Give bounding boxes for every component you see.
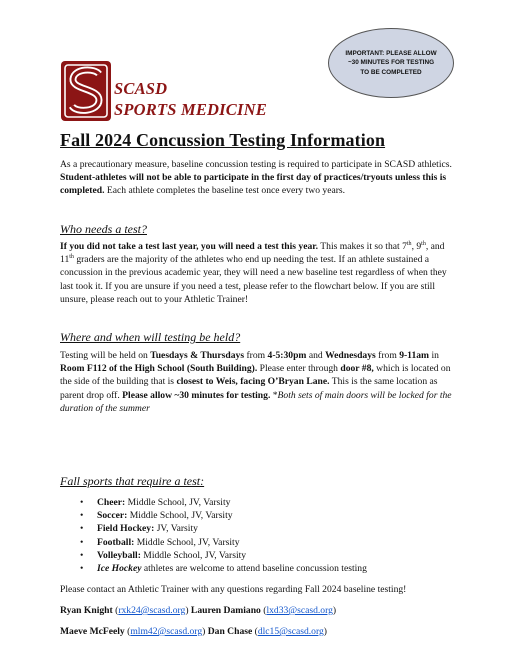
where-text: Testing will be held on (60, 350, 151, 361)
brand-name (114, 78, 267, 120)
sport-levels: athletes are welcome to attend baseline concussion testing (141, 563, 367, 575)
sport-name: Ice Hockey (97, 563, 142, 575)
where-text: in (429, 350, 439, 361)
where-bold: Room F112 of the High School (South Building). (60, 363, 258, 375)
where-text: which is located on the side of the building that is (60, 363, 451, 388)
ordinal-suffix: th (69, 254, 74, 261)
who-text-2: , 9 (411, 241, 422, 252)
where-text: This is the same location as parent drop off. (60, 376, 438, 401)
sport-levels: JV, Varsity (154, 523, 198, 535)
trainer-email-link[interactable]: dlc15@scasd.org (257, 626, 324, 637)
where-text: from (244, 350, 268, 361)
ordinal-suffix: th (421, 240, 426, 247)
list-item (60, 536, 460, 549)
trainer-email-link[interactable]: rxk24@scasd.org (118, 605, 186, 616)
intro-text-2: Each athlete completes the baseline test once every two years. (104, 185, 346, 197)
sport-levels: Middle School, JV, Varsity (125, 497, 231, 508)
where-text: and (306, 350, 326, 361)
sport-name: Volleyball: (97, 549, 141, 561)
where-italic-note: Both sets of main doors will be locked for the duration of the summer (60, 389, 452, 414)
where-bold: Wednesdays (325, 350, 376, 361)
contact-note: Please contact an Athletic Trainer with any questions regarding Fall 2024 baseline testing! (60, 584, 407, 595)
fall-sports-heading: Fall sports that require a test: (60, 474, 205, 488)
list-item (60, 522, 460, 535)
who-needs-test-paragraph (60, 240, 460, 306)
who-text-4: graders are the majority of the athletes who end up needing the test. If an athlete sustained a concussion in the previous academic year, they will need a new baseline test regardless of when they last took it. If you are unsure if you need a test, please refer to the flowchart below. If you are still unsure, please reach out to your Athletic Trainer! (60, 254, 447, 305)
intro-paragraph (60, 158, 460, 198)
brand-line-2: SPORTS MEDICINE (114, 100, 267, 119)
sport-name: Football: (97, 536, 135, 548)
trainer-email-link[interactable]: lxd33@scasd.org (266, 605, 333, 616)
who-bold-statement: If you did not take a test last year, you will need a test this year. (60, 241, 319, 252)
sport-levels: Middle School, JV, Varsity (127, 510, 233, 522)
who-needs-test-heading: Who needs a test? (60, 222, 147, 236)
intro-text-1: As a precautionary measure, baseline concussion testing is required to participate in SCASD athletics. (60, 159, 452, 170)
list-item (60, 509, 460, 522)
trainer-name: Dan Chase (207, 626, 253, 637)
contact-row-2: Maeve McFeely (mlm42@scasd.org) Dan Chase (dlc15@scasd.org) (60, 626, 327, 637)
brand-line-1: SCASD (114, 79, 168, 98)
sport-name: Soccer: (97, 510, 128, 522)
trainer-name: Lauren Damiano (190, 605, 261, 616)
contact-row-1: Ryan Knight (rxk24@scasd.org) Lauren Damiano (lxd33@scasd.org) (60, 605, 337, 616)
where-bold: 4-5:30pm (267, 350, 307, 361)
important-notice-text: IMPORTANT: PLEASE ALLOW ~30 MINUTES FOR TESTING TO BE COMPLETED (345, 49, 437, 76)
sport-name: Field Hockey: (97, 523, 155, 535)
where-text: from (375, 350, 400, 361)
where-bold: door #8, (340, 363, 374, 375)
ordinal-suffix: th (406, 240, 412, 247)
where-when-paragraph (60, 349, 460, 415)
sport-levels: Middle School, JV, Varsity (140, 549, 247, 561)
intro-bold-requirement: Student-athletes will not be able to participate in the first day of practices/tryouts unless this is completed. (60, 172, 447, 197)
list-item (60, 496, 460, 509)
where-bold: Tuesdays & Thursdays (150, 350, 245, 361)
sport-name: Cheer: (97, 497, 126, 508)
trainer-name: Ryan Knight (60, 605, 113, 616)
sport-levels: Middle School, JV, Varsity (134, 536, 240, 548)
where-when-heading: Where and when will testing be held? (60, 330, 241, 344)
page-title: Fall 2024 Concussion Testing Information (60, 130, 386, 150)
where-text: Please enter through (257, 363, 341, 375)
where-bold: 9-11am (399, 350, 430, 361)
scasd-s-logo (60, 60, 112, 122)
where-text: * (270, 389, 278, 401)
where-bold: Please allow ~30 minutes for testing. (122, 389, 271, 401)
important-notice-oval (328, 28, 454, 98)
where-bold: closest to Weis, facing O’Bryan Lane. (176, 376, 330, 388)
who-text-3: , and 11 (60, 241, 445, 266)
trainer-name: Maeve McFeely (60, 626, 125, 637)
trainer-email-link[interactable]: mlm42@scasd.org (130, 626, 203, 637)
who-text-1: This makes it so that 7 (318, 241, 407, 252)
list-item (60, 562, 460, 575)
fall-sports-list (60, 496, 460, 575)
list-item (60, 549, 460, 562)
